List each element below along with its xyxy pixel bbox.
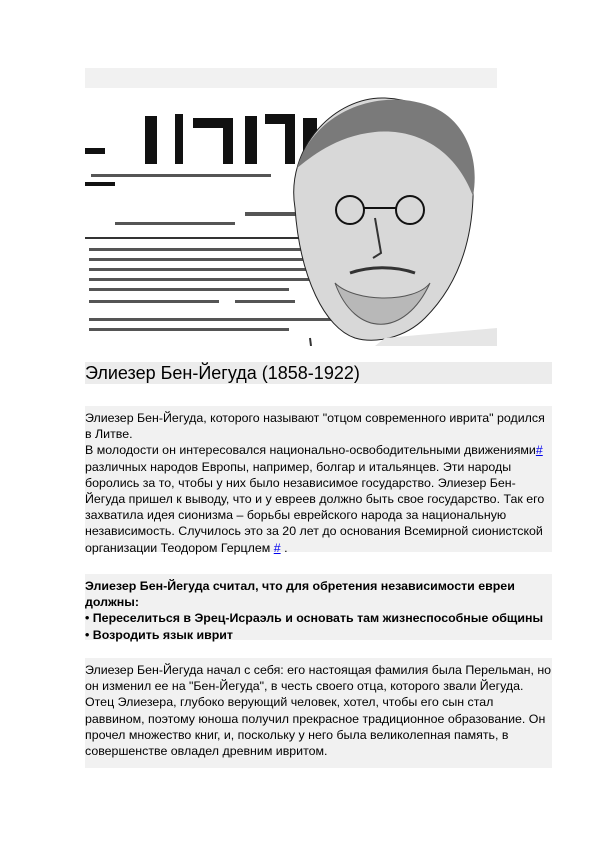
intro-line-1: Элиезер Бен-Йегуда, которого называют "отцом современного иврита" родился в Литве. xyxy=(85,411,545,442)
reference-link-2[interactable]: # xyxy=(273,540,281,555)
goals-intro: Элиезер Бен-Йегуда считал, что для обретения независимости евреи должны: xyxy=(85,579,515,610)
newspaper-portrait-image xyxy=(85,88,497,346)
page-title: Элиезер Бен-Йегуда (1858-1922) xyxy=(85,363,360,383)
paragraph-biography xyxy=(85,658,552,768)
reference-link-1[interactable]: # xyxy=(535,443,543,458)
hero-image xyxy=(85,68,497,346)
intro-tail: . xyxy=(280,540,288,555)
intro-line-3: различных народов Европы, например, болгар и итальянцев. Эти народы боролись за то, чтобы у них было независимое государство. Элиезер Бен-Йегуда пришел к выводу, что и у евреев должно быть свое государство. Так его захватила идея сионизма – борьбы еврейского народа за национальную независимость. Случилось это за 20 лет до основания Всемирной сионистской организации Теодором Герцлем xyxy=(85,459,545,555)
intro-line-2: В молодости он интересовался национально-освободительными движениями xyxy=(85,443,536,458)
biography-text: Элиезер Бен-Йегуда начал с себя: его настоящая фамилия была Перельман, но он изменил ее на "Бен-Йегуда", в честь своего отца, которого звали Йегуда. Отец Элиезера, глубоко верующий человек, хотел, чтобы его сын стал раввином, поэтому юноша получил прекрасное традиционное образование. Он прочел множество книг, и, поскольку у него была великолепная память, в совершенстве овладел древним ивритом. xyxy=(85,663,552,759)
goals-bullet-1: • Переселиться в Эрец-Исраэль и основать там жизнеспособные общины xyxy=(85,611,544,626)
goals-bullet-2: • Возродить язык иврит xyxy=(85,627,233,642)
paragraph-intro xyxy=(85,406,552,555)
paragraph-goals xyxy=(85,574,552,640)
